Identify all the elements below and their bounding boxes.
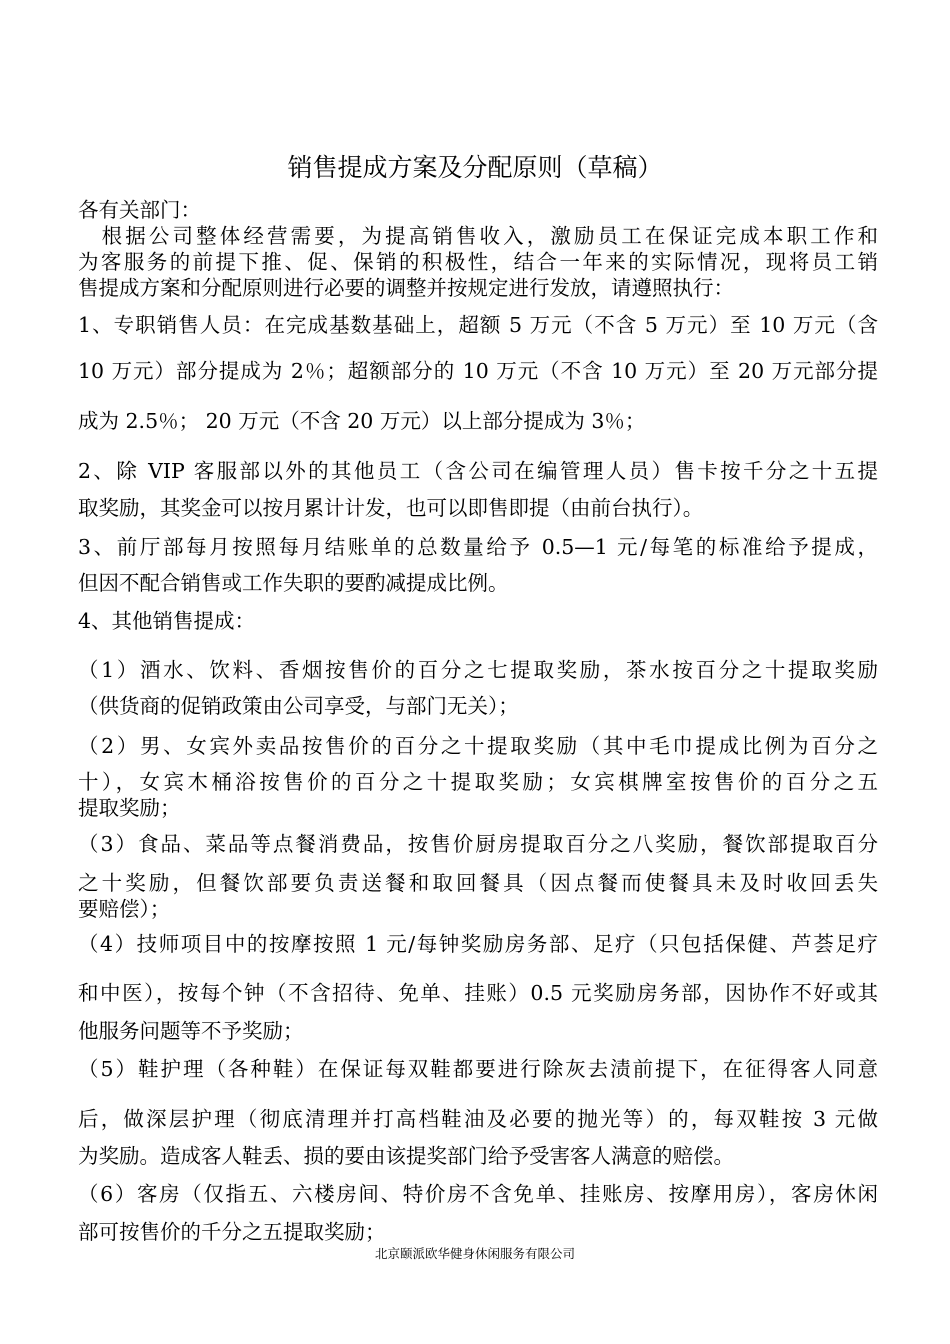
subitem-2-line-1: （2）男、女宾外卖品按售价的百分之十提取奖励（其中毛巾提成比例为百分之 — [78, 734, 878, 758]
company-footer: 北京颐派欧华健身休闲服务有限公司 — [374, 1246, 575, 1261]
item-1-line-1: 1、专职销售人员：在完成基数基础上，超额 5 万元（不含 5 万元）至 10 万元（含 — [78, 313, 878, 337]
item-3-line-2: 但因不配合销售或工作失职的要酌减提成比例。 — [78, 571, 509, 595]
intro-line-3: 售提成方案和分配原则进行必要的调整并按规定进行发放，请遵照执行： — [78, 276, 734, 300]
item-1-line-3: 成为 2.5％； 20 万元（不含 20 万元）以上部分提成为 3％； — [78, 409, 646, 433]
subitem-3-line-2: 之十奖励，但餐饮部要负责送餐和取回餐具（因点餐而使餐具未及时收回丢失 — [78, 871, 878, 895]
subitem-3-line-3: 要赔偿）； — [78, 897, 171, 921]
item-3-line-1: 3、前厅部每月按照每月结账单的总数量给予 0.5—1 元/每笔的标准给予提成， — [78, 535, 878, 559]
document-title: 销售提成方案及分配原则（草稿） — [287, 153, 663, 182]
subitem-4-line-2: 和中医），按每个钟（不含招待、免单、挂账）0.5 元奖励房务部，因协作不好或其 — [78, 981, 878, 1005]
item-1-line-2: 10 万元）部分提成为 2％；超额部分的 10 万元（不含 10 万元）至 20 万元部分提 — [78, 359, 878, 383]
item-2-line-2: 取奖励，其奖金可以按月累计计发，也可以即售即提（由前台执行）。 — [78, 496, 704, 520]
subitem-6-line-2: 部可按售价的千分之五提取奖励； — [78, 1220, 386, 1244]
intro-line-2: 为客服务的前提下推、促、保销的积极性，结合一年来的实际情况，现将员工销 — [78, 250, 878, 274]
item-4-heading: 4、其他销售提成： — [78, 609, 256, 633]
subitem-5-line-1: （5）鞋护理（各种鞋）在保证每双鞋都要进行除灰去渍前提下，在征得客人同意 — [78, 1057, 878, 1081]
subitem-2-line-2: 十），女宾木桶浴按售价的百分之十提取奖励；女宾棋牌室按售价的百分之五 — [78, 770, 878, 794]
subitem-2-line-3: 提取奖励； — [78, 796, 181, 820]
intro-line-1: 根据公司整体经营需要，为提高销售收入，激励员工在保证完成本职工作和 — [78, 224, 878, 248]
salutation: 各有关部门： — [78, 198, 201, 222]
subitem-3-line-1: （3）食品、菜品等点餐消费品，按售价厨房提取百分之八奖励，餐饮部提取百分 — [78, 832, 878, 856]
subitem-4-line-1: （4）技师项目中的按摩按照 1 元/每钟奖励房务部、足疗（只包括保健、芦荟足疗 — [78, 932, 878, 956]
subitem-4-line-3: 他服务问题等不予奖励； — [78, 1019, 304, 1043]
subitem-1-line-1: （1）酒水、饮料、香烟按售价的百分之七提取奖励，茶水按百分之十提取奖励 — [78, 658, 878, 682]
item-2-line-1: 2、除 VIP 客服部以外的其他员工（含公司在编管理人员）售卡按千分之十五提 — [78, 459, 878, 483]
subitem-5-line-3: 为奖励。造成客人鞋丢、损的要由该提奖部门给予受害客人满意的赔偿。 — [78, 1144, 734, 1168]
subitem-6-line-1: （6）客房（仅指五、六楼房间、特价房不含免单、挂账房、按摩用房），客房休闲 — [78, 1182, 878, 1206]
subitem-1-line-2: （供货商的促销政策由公司享受，与部门无关）； — [78, 694, 519, 718]
subitem-5-line-2: 后，做深层护理（彻底清理并打高档鞋油及必要的抛光等）的，每双鞋按 3 元做 — [78, 1107, 878, 1131]
